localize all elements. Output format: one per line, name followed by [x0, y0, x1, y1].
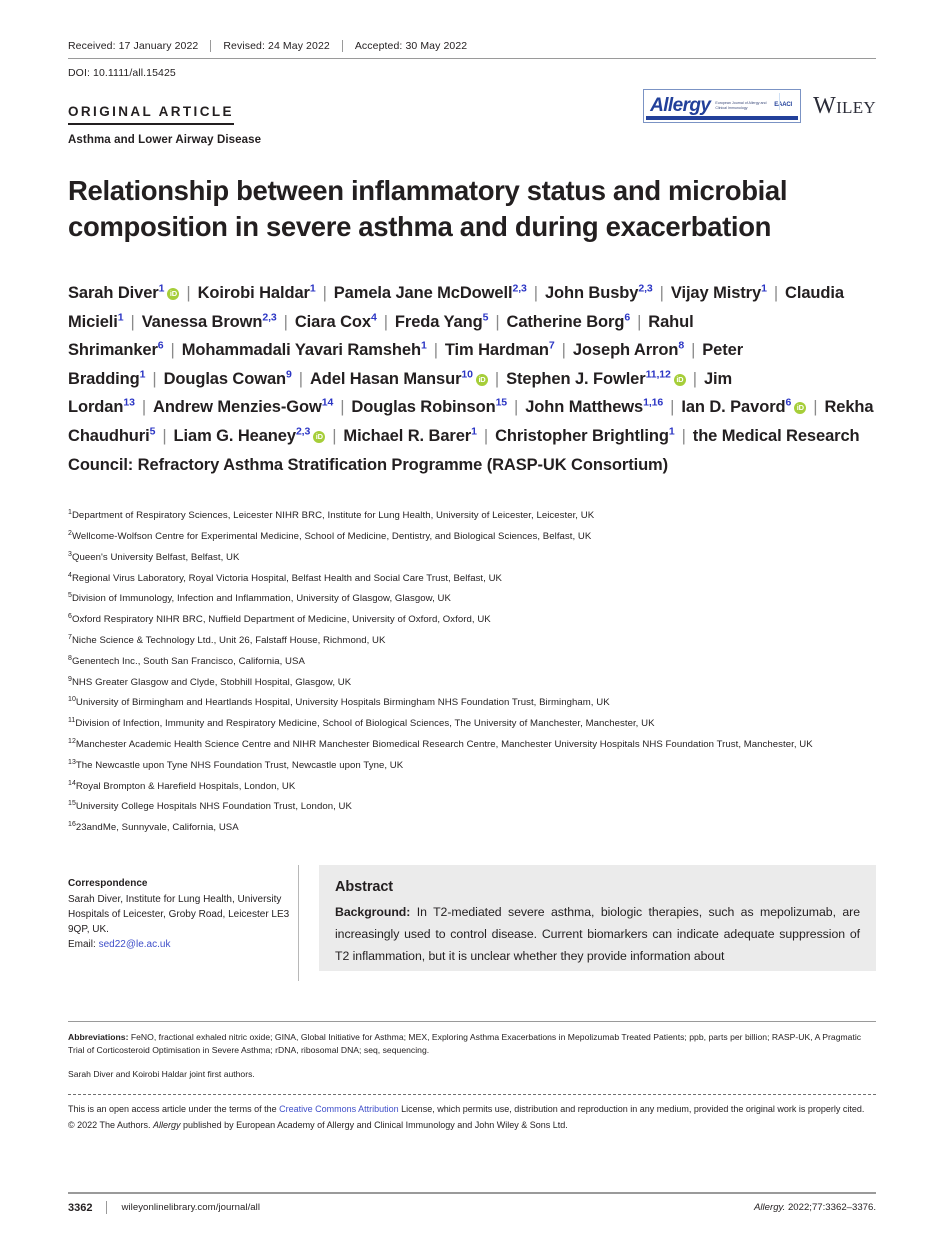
author-affiliation-ref: 1	[471, 425, 477, 438]
affiliation-number: 4	[68, 571, 72, 579]
license-block	[68, 1094, 876, 1132]
author-separator: |	[514, 398, 519, 417]
author-affiliation-ref: 7	[548, 339, 555, 352]
citation-journal: Allergy.	[754, 1202, 786, 1213]
author-affiliation-ref: 10	[461, 368, 473, 381]
affiliation-number: 7	[68, 633, 72, 641]
author-name[interactable]: the Medical Research Council: Refractory Asthma Stratification Programme (RASP-UK Consortium)	[68, 426, 860, 474]
email-label: Email:	[68, 939, 96, 951]
author-separator: |	[561, 341, 566, 360]
author-separator: |	[383, 312, 388, 331]
copyright-post: published by European Academy of Allergy and Clinical Immunology and John Wiley & Sons Ltd.	[180, 1119, 568, 1130]
affiliation-number: 5	[68, 592, 72, 600]
affiliation-item	[68, 800, 876, 814]
affiliation-number: 1	[68, 508, 72, 516]
page-content	[68, 0, 876, 1133]
author-name[interactable]: Michael R. Barer$^1$	[343, 425, 477, 445]
article-type-label: ORIGINAL ARTICLE	[68, 104, 234, 125]
affiliation-text: Niche Science & Technology Ltd., Unit 26, Falstaff House, Richmond, UK	[71, 634, 386, 646]
eaaci-label: EAACI	[774, 102, 792, 108]
orcid-icon[interactable]: iD	[794, 402, 806, 414]
affiliation-number: 8	[68, 654, 72, 662]
affiliation-item	[68, 780, 876, 794]
wiley-w: W	[813, 92, 837, 119]
wiley-logo	[813, 93, 876, 120]
author-separator: |	[483, 426, 489, 445]
abbreviations-text: FeNO, fractional exhaled nitric oxide; GINA, Global Initiative for Asthma; MEX, Exploring Asthma Exacerbations in Mepolizumab Treated Patients; ppb, parts per billion; RASP-UK, A Pragmatic Trial of Corticosteroid Optimisation in Severe Asthma; rDNA, ribosomal DNA; seq, sequencing.	[68, 1032, 862, 1056]
page-number: 3362	[68, 1201, 93, 1214]
affiliation-item	[68, 655, 876, 669]
journal-url[interactable]: wileyonlinelibrary.com/journal/all	[121, 1202, 261, 1213]
affiliation-item	[68, 509, 876, 523]
author-affiliation-ref: 11,12	[645, 368, 671, 381]
author-name[interactable]: John Busby$^{2,3}$	[544, 282, 653, 302]
author-name[interactable]: Koirobi Haldar$^1$	[197, 282, 316, 302]
author-affiliation-ref: 14	[321, 396, 334, 409]
abstract-section-label: Background:	[335, 905, 411, 920]
abstract-heading: Abstract	[335, 879, 394, 896]
accepted-date: Accepted: 30 May 2022	[354, 40, 468, 52]
author-separator: |	[691, 341, 696, 360]
affiliation-number: 3	[68, 550, 72, 558]
author-affiliation-ref: 13	[123, 396, 135, 409]
affiliation-text: NHS Greater Glasgow and Clyde, Stobhill Hospital, Glasgow, UK	[71, 676, 352, 688]
affiliation-item	[68, 592, 876, 606]
affiliation-number: 6	[68, 612, 72, 620]
page-footer	[68, 1192, 876, 1214]
license-post: License, which permits use, distribution and reproduction in any medium, provided the original work is properly cited.	[398, 1104, 865, 1115]
author-affiliation-ref: 2,3	[262, 311, 277, 324]
author-separator: |	[659, 284, 664, 302]
doi-line[interactable]: DOI: 10.1111/all.15425	[68, 67, 176, 79]
author-affiliation-ref: 6	[785, 396, 792, 409]
affiliation-text: Manchester Academic Health Science Centre and NIHR Manchester Biomedical Research Centre, Manchester University Hospitals NHS Foundation Trust, Manchester, UK	[75, 738, 813, 750]
author-separator: |	[637, 312, 642, 331]
affiliation-text: Wellcome-Wolfson Centre for Experimental Medicine, School of Medicine, Dentistry, and Biological Sciences, Belfast, UK	[71, 530, 592, 542]
correspondence-abstract-row	[68, 865, 876, 981]
orcid-icon[interactable]: iD	[674, 374, 686, 386]
author-name[interactable]: Vijay Mistry$^1$	[670, 282, 767, 302]
allergy-journal-logo	[643, 89, 801, 123]
citation-rest: 2022;77:3362–3376.	[785, 1202, 876, 1213]
author-name[interactable]: Joseph Arron$^8$	[572, 339, 685, 360]
affiliation-item	[68, 676, 876, 690]
author-name[interactable]: Claudia Micieli$^1$	[68, 284, 844, 331]
author-affiliation-ref: 9	[286, 368, 292, 381]
author-name[interactable]: Rekha Chaudhuri$^5$	[68, 398, 874, 445]
affiliation-text: Division of Immunology, Infection and Inflammation, University of Glasgow, Glasgow, UK	[71, 593, 451, 605]
author-name[interactable]: Douglas Cowan$^9$	[163, 368, 292, 388]
citation-line	[754, 1202, 876, 1213]
author-affiliation-ref: 1	[158, 282, 165, 295]
affiliation-item	[68, 613, 876, 627]
author-name[interactable]: Vanessa Brown$^{2,3}$	[141, 311, 277, 331]
author-affiliation-ref: 5	[149, 425, 156, 438]
correspondence-heading: Correspondence	[68, 878, 148, 890]
correspondence-block	[68, 865, 290, 952]
author-separator: |	[433, 341, 438, 360]
author-separator: |	[162, 426, 167, 445]
author-name[interactable]: Mohammadali Yavari Ramsheh$^1$	[181, 339, 427, 360]
vertical-divider	[298, 865, 299, 981]
affiliation-item	[68, 821, 876, 835]
affiliation-text: Division of Infection, Immunity and Respiratory Medicine, School of Biological Sciences, The University of Manchester, Manchester, UK	[75, 718, 655, 730]
article-history	[68, 0, 876, 59]
abbreviations-label: Abbreviations:	[68, 1032, 129, 1043]
orcid-icon[interactable]: iD	[167, 288, 179, 300]
logo-accent-bar	[646, 116, 798, 120]
author-separator: |	[340, 398, 345, 417]
wiley-rest: ILEY	[836, 97, 876, 117]
author-separator: |	[533, 284, 538, 302]
author-affiliation-ref: 1	[139, 368, 146, 381]
author-affiliation-ref: 8	[678, 339, 685, 352]
author-separator: |	[283, 312, 288, 331]
author-name[interactable]: Ciara Cox$^4$	[294, 311, 377, 331]
email-link[interactable]: sed22@le.ac.uk	[98, 939, 171, 951]
author-name[interactable]: Douglas Robinson$^{15}$	[351, 396, 508, 417]
license-text	[68, 1103, 876, 1117]
abbreviations-line	[68, 1031, 876, 1057]
affiliation-number: 2	[68, 529, 72, 537]
abstract-paragraph	[335, 901, 860, 967]
affiliation-item	[68, 634, 876, 648]
author-affiliation-ref: 1	[761, 282, 767, 295]
affiliation-item	[68, 551, 876, 565]
author-separator: |	[298, 369, 303, 388]
affiliation-item	[68, 738, 876, 752]
eaaci-logo	[771, 93, 795, 111]
affiliation-number: 12	[68, 737, 76, 745]
affiliation-text: 23andMe, Sunnyvale, California, USA	[75, 822, 239, 834]
affiliation-item	[68, 717, 876, 731]
correspondence-email-line	[68, 937, 290, 952]
copyright-line	[68, 1119, 876, 1133]
author-separator: |	[681, 426, 686, 445]
author-name[interactable]: Jim Lordan$^{13}$	[68, 369, 733, 417]
author-affiliation-ref: 1	[420, 339, 427, 352]
author-name[interactable]: Freda Yang$^5$	[394, 311, 489, 331]
affiliation-item	[68, 572, 876, 586]
author-name[interactable]: Ian D. Pavord$^6$ iD	[681, 398, 806, 416]
author-separator: |	[670, 398, 675, 417]
affiliation-number: 10	[68, 696, 76, 704]
author-affiliation-ref: 5	[482, 311, 489, 324]
author-separator: |	[170, 341, 175, 360]
author-name[interactable]: Andrew Menzies-Gow$^{14}$	[153, 396, 334, 417]
author-name[interactable]: Rahul Shrimanker$^6$	[68, 312, 694, 360]
author-separator: |	[494, 369, 500, 388]
orcid-icon[interactable]: iD	[476, 374, 488, 386]
received-date: Received: 17 January 2022	[68, 40, 199, 52]
affiliation-number: 16	[68, 820, 76, 828]
brand-block	[643, 89, 876, 123]
author-separator: |	[813, 398, 818, 417]
author-separator: |	[692, 369, 697, 388]
author-affiliation-ref: 2,3	[512, 282, 527, 295]
copyright-pre: © 2022 The Authors.	[68, 1119, 154, 1130]
author-list	[68, 279, 876, 479]
joint-authors-note: Sarah Diver and Koirobi Haldar joint first authors.	[68, 1069, 255, 1080]
author-separator: |	[130, 312, 135, 331]
author-name[interactable]: Liam G. Heaney$^{2,3}$ iD	[174, 427, 326, 445]
author-affiliation-ref: 1,16	[643, 396, 664, 409]
article-type-block	[68, 103, 261, 146]
allergy-wordmark: Allergy	[650, 95, 711, 116]
author-affiliation-ref: 6	[157, 339, 164, 352]
author-separator: |	[322, 284, 327, 302]
author-affiliation-ref: 1	[668, 425, 675, 438]
author-separator: |	[141, 398, 146, 417]
license-pre: This is an open access article under the terms of the	[68, 1104, 280, 1115]
article-title: Relationship between inflammatory status and microbial composition in severe asthma and during exacerbation	[68, 175, 788, 242]
author-affiliation-ref: 1	[117, 311, 124, 324]
copyright-journal-name: Allergy	[153, 1119, 181, 1130]
allergy-subtitle: European Journal of Allergy and Clinical Immunology	[715, 101, 767, 110]
author-affiliation-ref: 2,3	[638, 282, 653, 295]
affiliation-item	[68, 530, 876, 544]
affiliation-number: 14	[68, 779, 76, 787]
author-name[interactable]: Catherine Borg$^6$	[506, 311, 631, 331]
author-separator: |	[773, 284, 779, 302]
author-name[interactable]: Peter Bradding$^1$	[68, 341, 744, 388]
affiliation-text: Royal Brompton & Harefield Hospitals, London, UK	[75, 780, 296, 792]
author-affiliation-ref: 15	[495, 396, 508, 409]
author-affiliation-ref: 6	[624, 311, 631, 324]
author-affiliation-ref: 2,3	[295, 425, 311, 438]
affiliation-number: 15	[68, 800, 76, 808]
affiliation-text: Oxford Respiratory NIHR BRC, Nuffield Department of Medicine, University of Oxford, Oxford, UK	[71, 614, 491, 626]
affiliation-text: University of Birmingham and Heartlands Hospital, University Hospitals Birmingham NHS Foundation Trust, Birmingham, UK	[75, 697, 610, 709]
affiliation-text: The Newcastle upon Tyne NHS Foundation Trust, Newcastle upon Tyne, UK	[75, 759, 404, 771]
creative-commons-link[interactable]: Creative Commons Attribution	[279, 1104, 399, 1115]
affiliation-text: Regional Virus Laboratory, Royal Victoria Hospital, Belfast Health and Social Care Trust, Belfast, UK	[71, 572, 502, 584]
author-name[interactable]: Tim Hardman$^7$	[444, 339, 555, 360]
author-name[interactable]: John Matthews$^{1,16}$	[525, 396, 664, 417]
affiliation-text: Queen's University Belfast, Belfast, UK	[71, 551, 240, 563]
affiliation-item	[68, 696, 876, 710]
author-affiliation-ref: 1	[309, 282, 316, 295]
masthead	[68, 79, 876, 145]
author-separator: |	[332, 426, 337, 445]
author-affiliation-ref: 4	[370, 311, 377, 324]
author-name[interactable]: Pamela Jane McDowell$^{2,3}$	[333, 282, 527, 302]
revised-date: Revised: 24 May 2022	[223, 40, 330, 52]
affiliation-text: Department of Respiratory Sciences, Leicester NIHR BRC, Institute for Lung Health, University of Leicester, Leicester, UK	[71, 510, 595, 522]
footnotes-block	[68, 1021, 876, 1132]
section-label: Asthma and Lower Airway Disease	[68, 134, 262, 146]
author-name[interactable]: Sarah Diver$^1$ iD	[68, 284, 179, 302]
affiliation-text: University College Hospitals NHS Foundation Trust, London, UK	[75, 801, 352, 813]
affiliation-list	[68, 509, 876, 835]
affiliation-number: 9	[68, 675, 72, 683]
author-separator: |	[152, 369, 157, 388]
author-separator: |	[495, 312, 500, 331]
orcid-icon[interactable]: iD	[313, 431, 325, 443]
affiliation-item	[68, 759, 876, 773]
author-name[interactable]: Stephen J. Fowler$^{11,12}$ iD	[506, 370, 686, 388]
abstract-text: In T2-mediated severe asthma, biologic therapies, such as mepolizumab, are increasingly used to control disease. Current biomarkers can indicate adequate suppression of T2 inflammation, but it is unclear whether they provide information about	[335, 905, 860, 964]
affiliation-number: 11	[68, 716, 76, 724]
affiliation-number: 13	[68, 758, 76, 766]
author-separator: |	[186, 284, 191, 302]
correspondence-address: Sarah Diver, Institute for Lung Health, University Hospitals of Leicester, Groby Road, Leicester LE3 9QP, UK.	[68, 893, 290, 935]
footer-divider	[106, 1201, 107, 1214]
affiliation-text: Genentech Inc., South San Francisco, California, USA	[71, 655, 305, 667]
author-name[interactable]: Adel Hasan Mansur$^{10}$ iD	[310, 370, 488, 388]
abstract-box	[319, 865, 876, 971]
author-name[interactable]: Christopher Brightling$^1$	[495, 425, 675, 445]
